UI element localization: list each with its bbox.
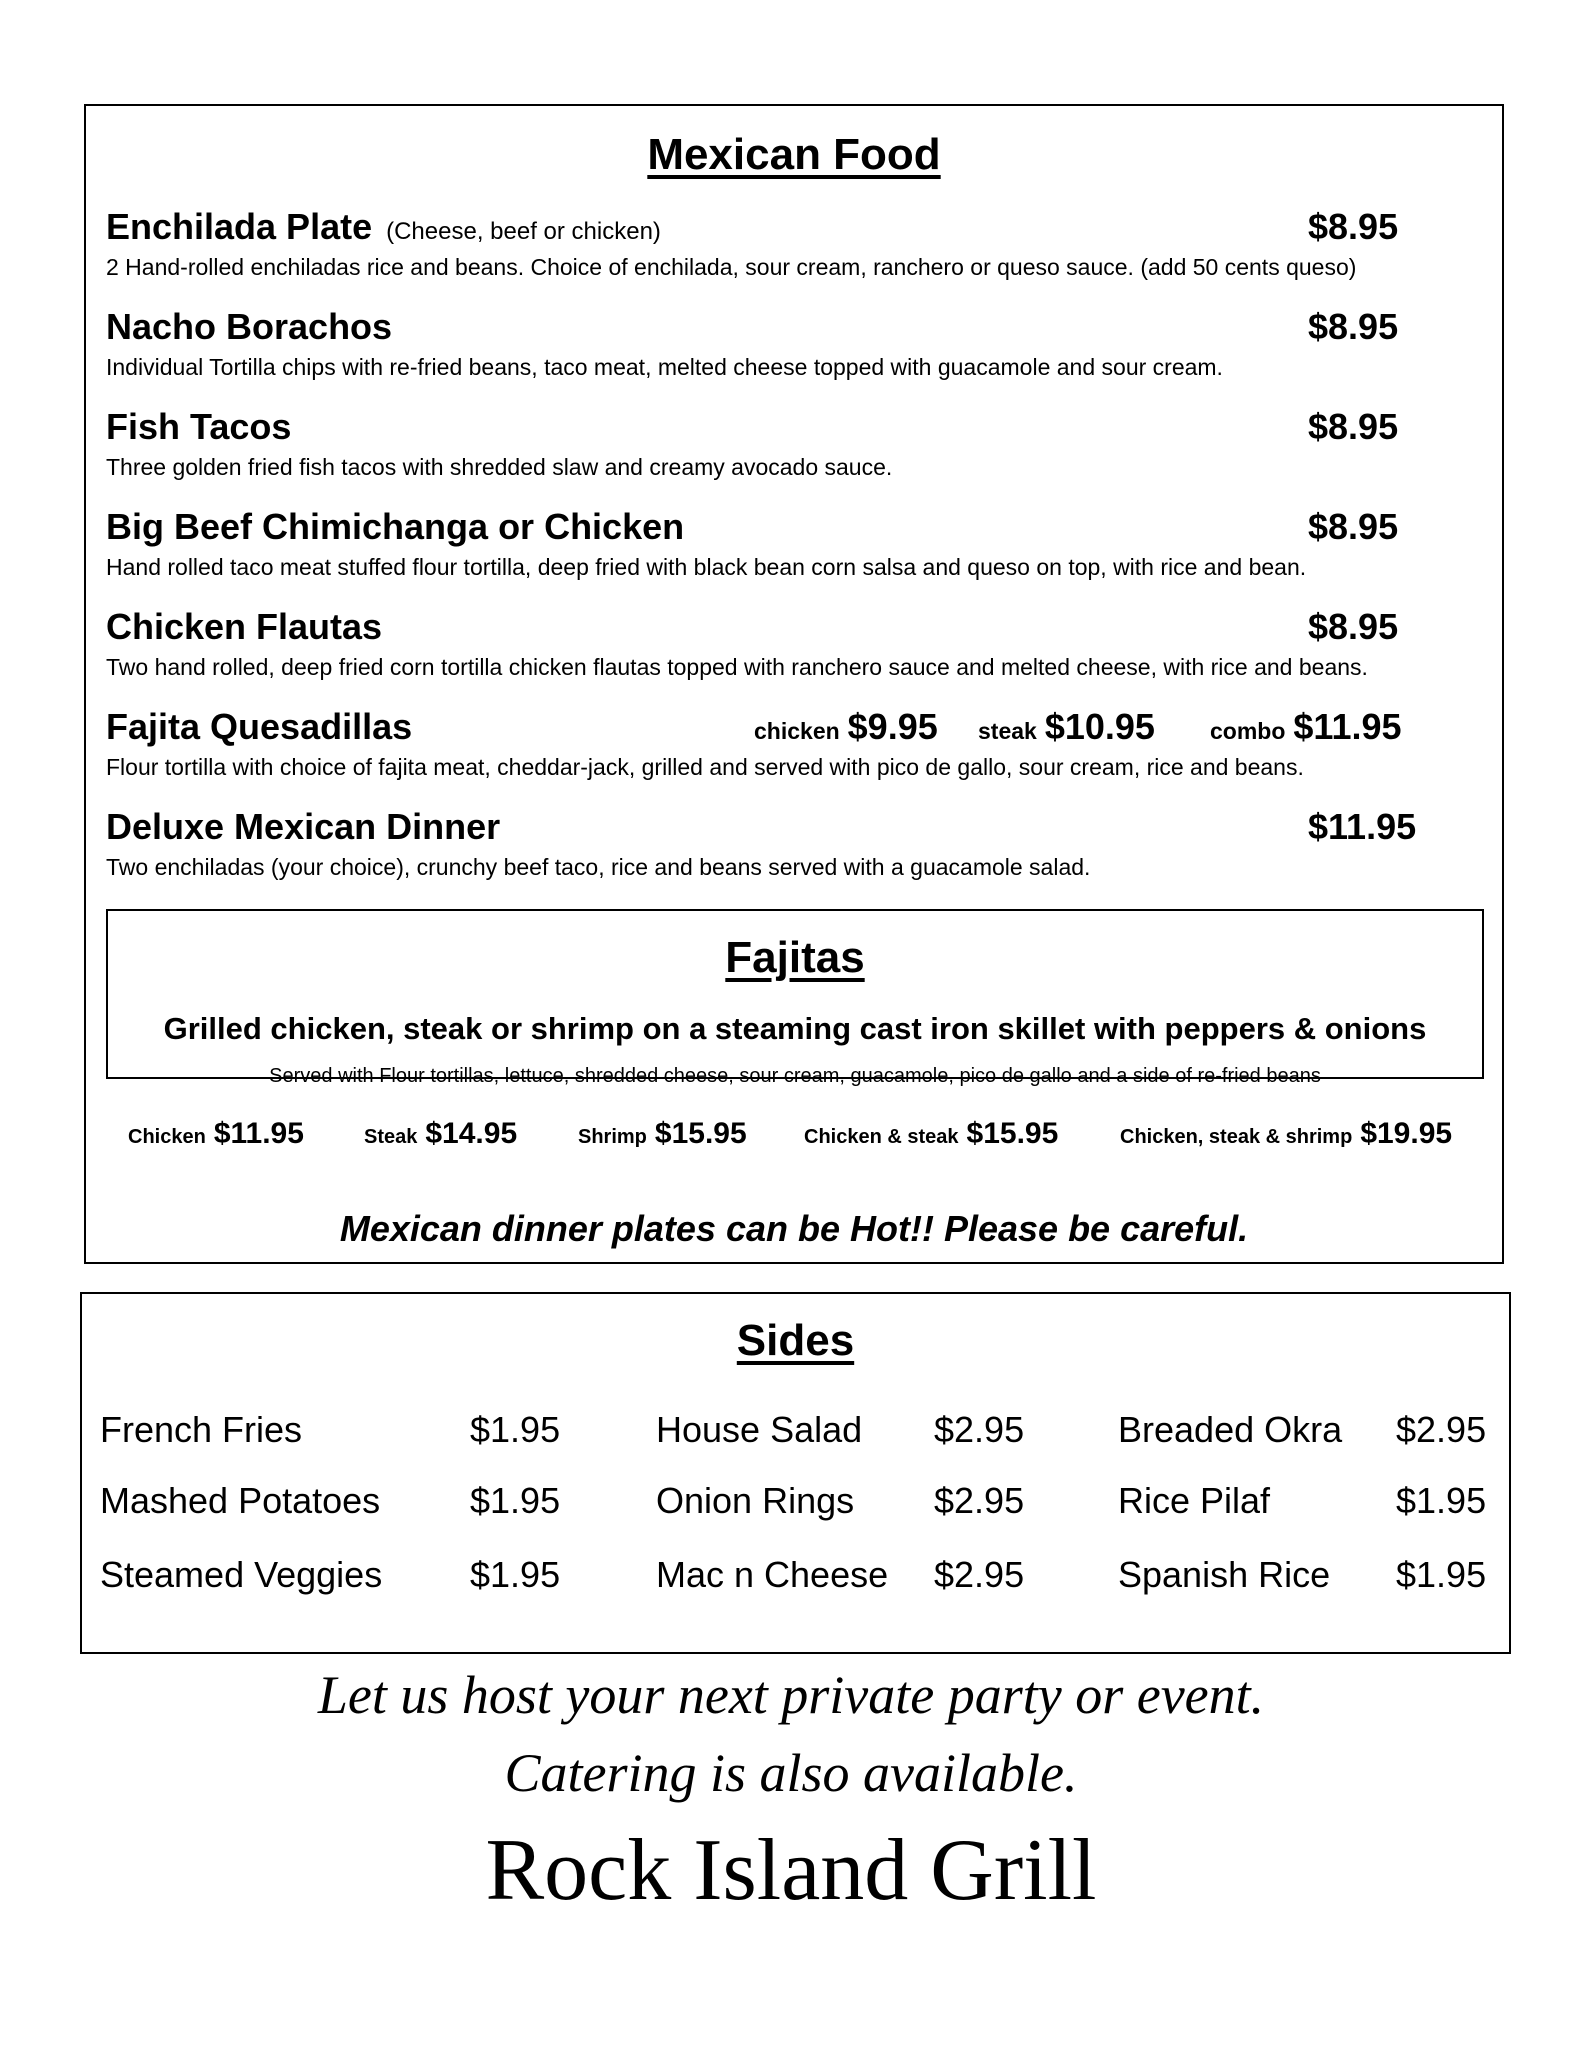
menu-item-description: 2 Hand-rolled enchiladas rice and beans. Choice of enchilada, sour cream, ranchero or queso sauce. (add 50 cents queso) <box>106 254 1357 280</box>
price-option-price: $11.95 <box>1293 706 1402 747</box>
fajita-option-label: Chicken & steak <box>804 1126 959 1148</box>
fajita-option-price: $15.95 <box>654 1117 747 1150</box>
side-item-name: House Salad <box>656 1409 863 1450</box>
fajita-option <box>578 1117 747 1151</box>
menu-item-name: Chicken Flautas <box>106 606 383 647</box>
mexican-food-section <box>84 104 1504 1264</box>
menu-item-description: Hand rolled taco meat stuffed flour tortilla, deep fried with black bean corn salsa and queso on top, with rice and bean. <box>106 554 1307 580</box>
price-option-price: $10.95 <box>1044 706 1155 747</box>
menu-item-description: Three golden fried fish tacos with shredded slaw and creamy avocado sauce. <box>106 454 893 480</box>
fajita-option <box>1120 1117 1452 1151</box>
side-item-name: Onion Rings <box>656 1480 855 1521</box>
menu-item-note: (Cheese, beef or chicken) <box>386 218 661 245</box>
menu-item-description: Two hand rolled, deep fried corn tortilla chicken flautas topped with ranchero sauce and melted cheese, with rice and beans. <box>106 654 1368 680</box>
price-option <box>978 706 1155 748</box>
menu-item-name: Enchilada Plate <box>106 206 373 247</box>
sides-section <box>80 1292 1511 1654</box>
side-item-name: French Fries <box>100 1409 303 1450</box>
menu-item-name: Fish Tacos <box>106 406 292 447</box>
side-item-price: $1.95 <box>470 1409 561 1450</box>
menu-item-price: $8.95 <box>1308 306 1399 347</box>
hot-plate-warning: Mexican dinner plates can be Hot!! Please be careful. <box>339 1208 1249 1249</box>
menu-item-price: $11.95 <box>1308 806 1417 847</box>
side-item-price: $1.95 <box>470 1554 561 1595</box>
mexican-food-title: Mexican Food <box>647 130 941 179</box>
menu-item-name: Nacho Borachos <box>106 306 393 347</box>
fajita-option <box>128 1117 304 1151</box>
price-option-price: $9.95 <box>847 706 938 747</box>
side-item-name: Mashed Potatoes <box>100 1480 381 1521</box>
catering-line: Catering is also available. <box>504 1743 1078 1803</box>
fajita-option-label: Chicken <box>128 1126 206 1148</box>
side-item-price: $1.95 <box>1396 1480 1487 1521</box>
menu-item-price: $8.95 <box>1308 506 1399 547</box>
menu-item-price: $8.95 <box>1308 606 1399 647</box>
side-item-name: Spanish Rice <box>1118 1554 1331 1595</box>
menu-item-name: Fajita Quesadillas <box>106 706 413 747</box>
menu-item-price: $8.95 <box>1308 206 1399 247</box>
menu-item-description: Flour tortilla with choice of fajita meat, cheddar-jack, grilled and served with pico de gallo, sour cream, rice and beans. <box>106 754 1304 780</box>
side-item-name: Steamed Veggies <box>100 1554 383 1595</box>
side-item-name: Breaded Okra <box>1118 1409 1343 1450</box>
private-party-line: Let us host your next private party or event. <box>317 1665 1265 1725</box>
fajita-option-price: $11.95 <box>213 1117 304 1150</box>
side-item-name: Rice Pilaf <box>1118 1480 1271 1521</box>
price-option-label: steak <box>978 718 1037 744</box>
fajitas-served-with: Served with Flour tortillas, lettuce, shredded cheese, sour cream, guacamole, pico de gallo and a side of re-fried beans <box>269 1065 1321 1087</box>
price-option <box>1210 706 1402 748</box>
menu-item-description: Individual Tortilla chips with re-fried beans, taco meat, melted cheese topped with guacamole and sour cream. <box>106 354 1223 380</box>
fajita-option <box>804 1117 1058 1151</box>
fajitas-tagline: Grilled chicken, steak or shrimp on a steaming cast iron skillet with peppers & onions <box>163 1011 1427 1046</box>
fajita-option-price: $14.95 <box>425 1117 518 1150</box>
fajita-option-price: $15.95 <box>966 1117 1059 1150</box>
fajitas-title: Fajitas <box>725 933 865 982</box>
side-item-name: Mac n Cheese <box>656 1554 889 1595</box>
side-item-price: $2.95 <box>934 1480 1025 1521</box>
fajita-option-label: Shrimp <box>578 1126 647 1148</box>
side-item-price: $2.95 <box>934 1554 1025 1595</box>
side-item-price: $1.95 <box>1396 1554 1487 1595</box>
fajita-option-price: $19.95 <box>1360 1117 1453 1150</box>
side-item-price: $2.95 <box>1396 1409 1487 1450</box>
price-option-label: chicken <box>754 718 840 744</box>
side-item-price: $2.95 <box>934 1409 1025 1450</box>
sides-title: Sides <box>736 1316 855 1365</box>
fajita-option <box>364 1117 517 1151</box>
fajita-option-label: Steak <box>364 1126 418 1148</box>
fajita-option-label: Chicken, steak & shrimp <box>1120 1126 1353 1148</box>
menu-item-name: Big Beef Chimichanga or Chicken <box>106 506 685 547</box>
menu-item-description: Two enchiladas (your choice), crunchy beef taco, rice and beans served with a guacamole salad. <box>106 854 1091 880</box>
menu-item-name: Deluxe Mexican Dinner <box>106 806 501 847</box>
price-option-label: combo <box>1210 718 1286 744</box>
fajitas-section <box>106 909 1484 1150</box>
side-item-price: $1.95 <box>470 1480 561 1521</box>
price-option <box>754 706 938 748</box>
restaurant-name: Rock Island Grill <box>485 1822 1097 1919</box>
menu-item-price: $8.95 <box>1308 406 1399 447</box>
